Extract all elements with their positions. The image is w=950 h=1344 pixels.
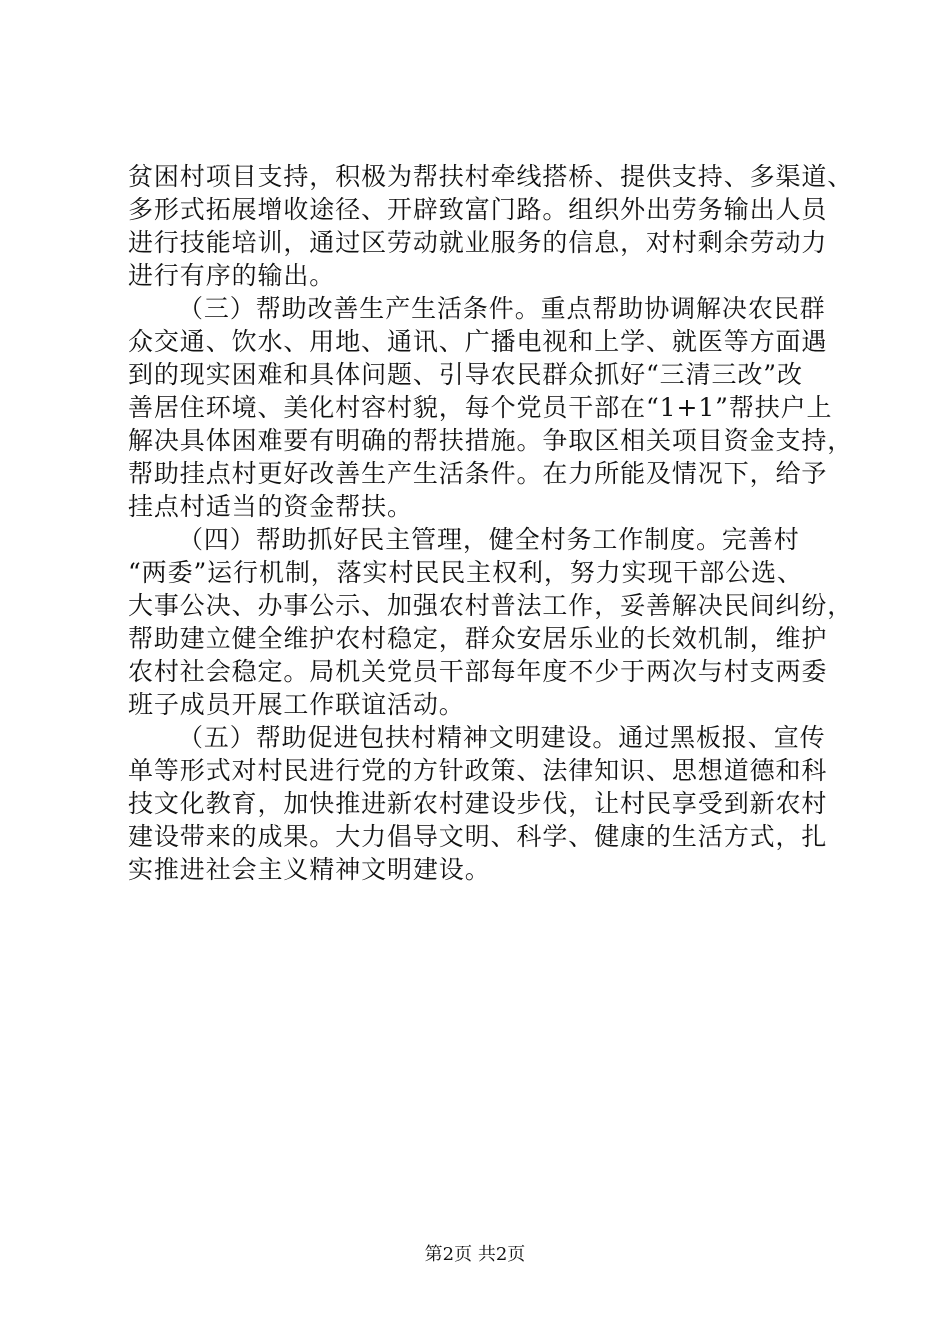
text-line: 善居住环境、美化村容村貌，每个党员干部在“1+1”帮扶户上 [128,393,833,422]
document-body [128,160,854,886]
page-number-footer: 第2页 共2页 [424,1244,526,1265]
text-line: 建设带来的成果。大力倡导文明、科学、健康的生活方式，扎 [128,822,828,851]
text-line: 大事公决、办事公示、加强农村普法工作，妥善解决民间纠纷， [128,591,854,620]
text-line: 技文化教育，加快推进新农村建设步伐，让村民享受到新农村 [128,789,828,818]
text-line: 挂点村适当的资金帮扶。 [128,492,413,521]
text-line: 单等形式对村民进行党的方针政策、法律知识、思想道德和科 [128,756,828,785]
paragraph-section-3 [128,292,854,523]
text-line: 班子成员开展工作联谊活动。 [128,690,465,719]
text-line: （四）帮助抓好民主管理，健全村务工作制度。完善村 [178,525,800,554]
text-line: 众交通、饮水、用地、通讯、广播电视和上学、就医等方面遇 [128,327,828,356]
paragraph-section-5 [128,721,828,886]
text-line: 解决具体困难要有明确的帮扶措施。争取区相关项目资金支持， [128,426,854,455]
text-line: 实推进社会主义精神文明建设。 [128,855,491,884]
text-line: 帮助建立健全维护农村稳定，群众安居乐业的长效机制，维护 [128,624,828,653]
text-line: 进行技能培训，通过区劳动就业服务的信息，对村剩余劳动力 [128,228,828,257]
paragraph-section-4 [128,523,854,721]
text-line: 农村社会稳定。局机关党员干部每年度不少于两次与村支两委 [128,657,828,686]
text-line: （五）帮助促进包扶村精神文明建设。通过黑板报、宣传 [178,723,826,752]
text-line: （三）帮助改善生产生活条件。重点帮助协调解决农民群 [178,294,826,323]
text-line: 到的现实困难和具体问题、引导农民群众抓好“三清三改”改 [128,360,803,389]
text-line: 帮助挂点村更好改善生产生活条件。在力所能及情况下，给予 [128,459,828,488]
text-line: “两委”运行机制，落实村民民主权利，努力实现干部公选、 [128,558,803,587]
text-line: 多形式拓展增收途径、开辟致富门路。组织外出劳务输出人员 [128,195,828,224]
text-line: 贫困村项目支持，积极为帮扶村牵线搭桥、提供支持、多渠道、 [128,162,854,191]
paragraph-continuation [128,160,854,292]
text-line: 进行有序的输出。 [128,261,336,290]
